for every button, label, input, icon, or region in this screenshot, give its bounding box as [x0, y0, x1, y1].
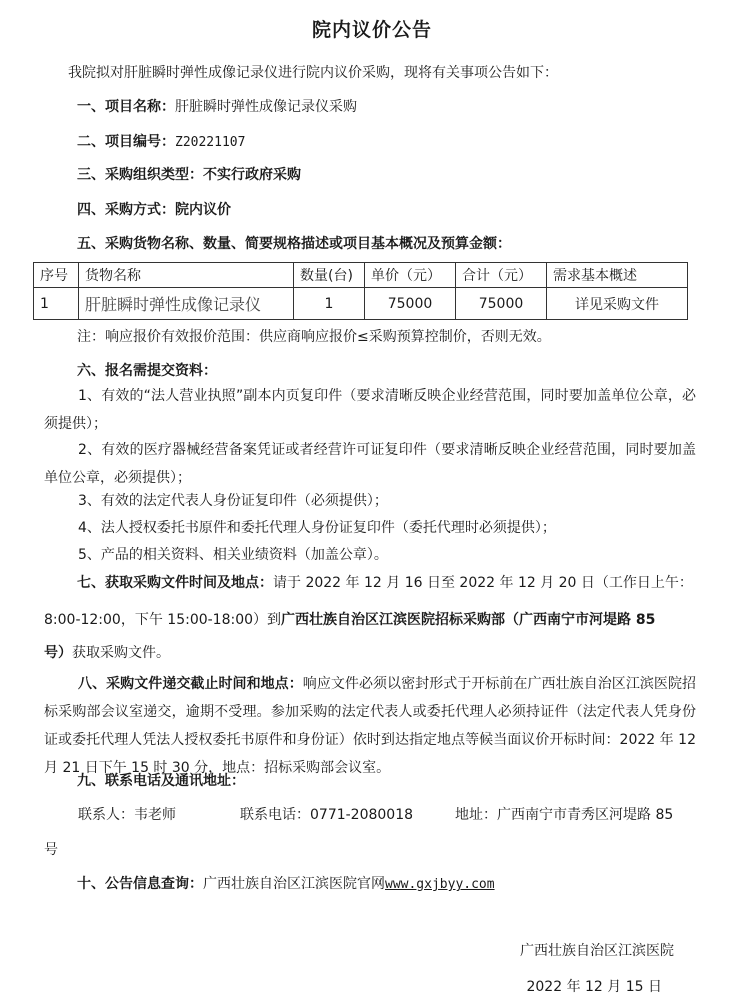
- section-contact-heading: 九、联系电话及通讯地址：: [77, 773, 245, 789]
- section-info-query: [77, 877, 495, 891]
- list-item-text: 1、有效的“法人营业执照”副本内页复印件（要求清晰反映企业经营范围，同时要加盖单位公章，必须提供）；: [44, 388, 696, 432]
- section-label: 十、公告信息查询：: [77, 876, 203, 892]
- section-value: 肝脏瞬时弹性成像记录仪采购: [175, 99, 357, 115]
- location-text: 号）: [44, 645, 72, 661]
- section-label: 八、采购文件递交截止时间和地点：: [78, 676, 303, 692]
- section-registration-heading: 六、报名需提交资料：: [77, 363, 217, 379]
- table-header-cell: 需求基本概述: [547, 263, 688, 288]
- section-text: 响应文件必须以密封形式于开标前在广西壮族自治区江滨医院招标采购部会议室递交，逾期不受理。参加采购的法定代表人或委托代理人必须持证件（法定代表人凭身份证或委托代理人凭法人授权委托书原件和身份证）依时到达指定地点等候当面议价开标时间：2022 年 12 月 21 日下午 15 时 30 分，地点：招标采购部会议室。: [44, 676, 697, 776]
- section-submission: [44, 670, 696, 782]
- table-header-cell: 数量(台): [294, 263, 365, 288]
- section-label: 七、获取采购文件时间及地点：: [77, 575, 273, 591]
- section-label: 二、项目编号：: [77, 134, 175, 150]
- table-cell: 肝脏瞬时弹性成像记录仪: [79, 288, 294, 320]
- list-item: [44, 436, 696, 492]
- section-label: 三、采购组织类型：: [77, 167, 203, 183]
- section-project-name: [77, 100, 357, 114]
- intro-text: 我院拟对肝脏瞬时弹性成像记录仪进行院内议价采购，现将有关事项公告如下：: [68, 65, 558, 81]
- list-item: 5、产品的相关资料、相关业绩资料（加盖公章）。: [78, 547, 388, 563]
- table-cell: 75000: [365, 288, 456, 320]
- section-value: 不实行政府采购: [203, 167, 301, 183]
- list-item: 3、有效的法定代表人身份证复印件（必须提供）；: [78, 493, 388, 509]
- table-cell: 75000: [456, 288, 547, 320]
- section-obtain-docs-line2: [44, 613, 655, 627]
- table-row: [34, 288, 688, 320]
- section-label: 一、项目名称：: [77, 99, 175, 115]
- contact-address: 地址：广西南宁市青秀区河堤路 85: [455, 807, 674, 823]
- contact-phone: 联系电话：0771-2080018: [240, 807, 414, 823]
- page-title: 院内议价公告: [311, 19, 432, 41]
- table-header-cell: 货物名称: [79, 263, 294, 288]
- table-header-cell: 序号: [34, 263, 79, 288]
- table-header-cell: 合计（元）: [456, 263, 547, 288]
- section-project-number: [77, 135, 245, 149]
- table-cell: 1: [34, 288, 79, 320]
- section-obtain-docs: [77, 576, 693, 590]
- table-header-row: [34, 263, 688, 288]
- section-obtain-docs-line3: [44, 646, 170, 660]
- signature-org: 广西壮族自治区江滨医院: [520, 943, 674, 959]
- section-text: 8:00-12:00，下午 15:00-18:00）到: [44, 612, 282, 628]
- section-text: 请于 2022 年 12 月 16 日至 2022 年 12 月 20 日（工作日上午：: [273, 575, 693, 591]
- website-link[interactable]: www.gxjbyy.com: [385, 877, 495, 892]
- section-method: [77, 203, 231, 217]
- contact-address-continued: 号: [44, 842, 58, 858]
- section-value: 院内议价: [175, 202, 231, 218]
- table-note: 注：响应报价有效报价范围：供应商响应报价≤采购预算控制价，否则无效。: [77, 329, 551, 345]
- section-text: 获取采购文件。: [72, 645, 170, 661]
- contact-person: 联系人：韦老师: [78, 807, 176, 823]
- section-org-type: [77, 168, 301, 182]
- list-item: 4、法人授权委托书原件和委托代理人身份证复印件（委托代理时必须提供）；: [78, 520, 556, 536]
- list-item: [44, 382, 696, 438]
- location-text: 广西壮族自治区江滨医院招标采购部（广西南宁市河堤路 85: [281, 612, 656, 628]
- signature-date: 2022 年 12 月 15 日: [526, 979, 662, 995]
- section-label: 四、采购方式：: [77, 202, 175, 218]
- table-cell: 详见采购文件: [547, 288, 688, 320]
- section-text: 广西壮族自治区江滨医院官网: [203, 876, 385, 892]
- list-item-text: 2、有效的医疗器械经营备案凭证或者经营许可证复印件（要求清晰反映企业经营范围，同时要加盖单位公章，必须提供）；: [44, 442, 696, 486]
- table-header-cell: 单价（元）: [365, 263, 456, 288]
- goods-table: [33, 262, 688, 320]
- section-value: Z20221107: [175, 135, 246, 150]
- section-goods-heading: 五、采购货物名称、数量、简要规格描述或项目基本概况及预算金额：: [77, 236, 511, 252]
- table-cell: 1: [294, 288, 365, 320]
